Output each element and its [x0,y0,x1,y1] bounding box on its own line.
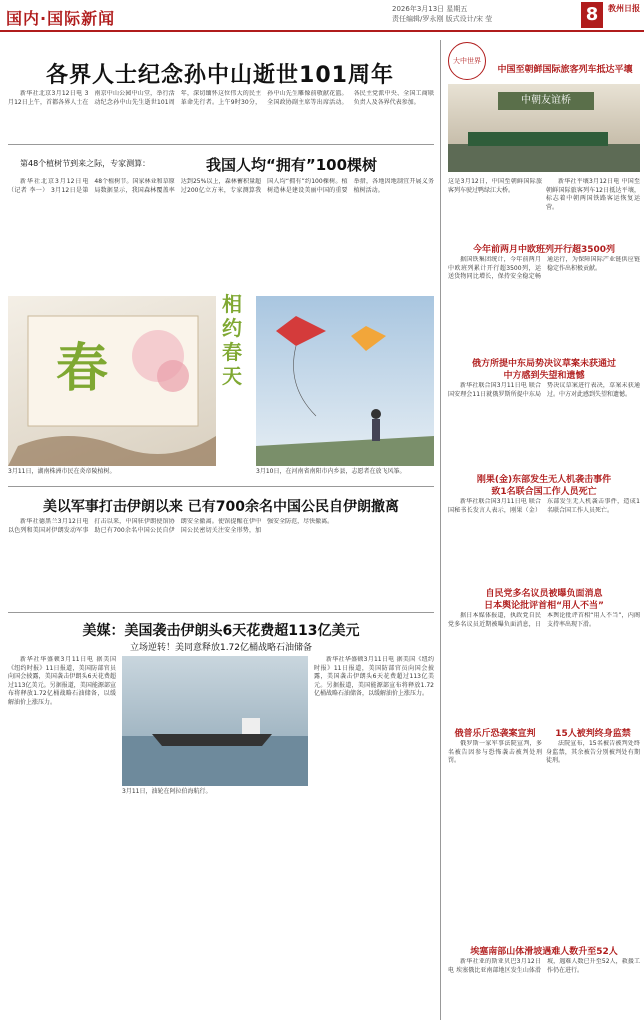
article-body: 新华社北京3月12日电（记者 李一） 3月12日是第48个植树节。国家林业和草原局数据显示，我国森林覆盖率达到25%以上，森林蓄积量超过200亿立方米，专家测算我国人均“拥有”约100棵树。植树造林是建设美丽中国的重要举措，各地因地制宜开展义务植树活动。 [8,178,434,194]
page-number: 8 [581,2,603,28]
photo-kites [256,296,434,466]
article-body: 新华社平壤3月12日电 中国至朝鲜国际旅客列车12日抵达平壤，标志着中朝两国铁路客运恢复运营。 [546,178,640,211]
article-russia [448,382,640,468]
editor-line: 责任编辑/罗永刚 版式设计/宋 莹 [392,15,493,23]
article-body: 新华社德黑兰3月12日电 以色列和美国对伊朗发动军事打击以来，中国驻伊朗使馆协助已有700余名中国公民自伊朗安全撤离。使馆提醒在伊中国公民密切关注安全形势，加强安全防范，尽快撤离。 [8,518,334,534]
kicker-trees: 第48个植树节到来之际，专家测算： [20,159,151,168]
caption-left: 3月11日，湖南株洲市民在炎帝陵植树。 [8,468,116,475]
caption-right: 3月10日，在河南省南阳市内乡县，志愿者在放飞风筝。 [256,468,406,475]
article-russia-trial [448,740,542,940]
article-iran-cost-col1 [8,656,116,1018]
issue-meta [392,4,572,24]
divider [8,612,434,613]
article-trees [8,178,434,288]
page-header [0,0,644,32]
tanker-scene [122,656,308,786]
article-iran-cost-col3 [314,656,434,1018]
article-evacuation [8,518,434,608]
caption-tanker: 3月11日，油轮在阿拉伯海航行。 [122,788,212,795]
headline-railway: 中国至朝鲜国际旅客列车抵达平壤 [497,65,633,75]
article-body: 俄罗斯一家军事法院宣判，多名被告因参与恐怖袭击被判处刑罚。 [448,740,542,765]
column-divider [440,40,441,1020]
headline-evacuation: 美以军事打击伊朗以来 已有700余名中国公民自伊朗撤离 [42,499,400,515]
photo-overlay-title [222,292,250,388]
headline-iran-cost: 美媒：美国袭击伊朗头6天花费超113亿美元 [82,623,360,639]
headline-trees: 我国人均“拥有”100棵树 [206,156,378,174]
headline-landslide: 埃塞南部山体滑坡遇难人数升至52人 [470,947,618,957]
headline-congo: 刚果(金)东部发生无人机袭击事件 [476,475,612,485]
headline-freight: 今年前两月中欧班列开行超3500列 [472,245,616,255]
divider [8,144,434,145]
article-body: 法院宣布，15名被告被判处终身监禁，其余被告分别被判处有期徒刑。 [546,740,640,765]
photo-tanker [122,656,308,786]
article-body: 据国铁集团统计，今年前两月中欧班列累计开行超3500列，运送货物同比增长，保持安全稳定畅通运行，为保障国际产业链供应链稳定作出积极贡献。 [448,256,640,281]
article-body: 新华社北京3月12日电 3月12日上午，首都各界人士在南京中山公园中山堂，举行活动纪念孙中山先生逝世101周年，深切缅怀这位伟大的民主革命先行者。上午9时30分，孙中山先生雕像前敬献花篮。全国政协副主席等出席活动。各民主党派中央、全国工商联负责人及各界代表参加。 [8,90,434,106]
article-freight [448,256,640,352]
subhead-congo: 致1名联合国工作人员死亡 [491,487,597,497]
article-body: 新华社亚的斯亚贝巴3月12日电 埃塞俄比亚南部地区发生山体滑坡，遇难人数已升至52人，救援工作仍在进行。 [448,958,640,974]
article-landslide [448,958,640,1018]
section-title: 国内·国际新闻 [6,9,116,28]
headline-japan: 自民党多名议员被曝负面消息 [485,589,603,599]
article-body: 新华社华盛顿3月11日电 据美国《纽约时报》11日报道，美国防部官员向国会披露，美国袭击伊朗头6天花费超过113亿美元。另据报道，美国能源部宣布将释放1.72亿桶战略石油储备，以缓解油价上涨压力。 [314,656,434,698]
subhead-russia: 中方感到失望和遗憾 [503,371,585,381]
headline-russia-trial: 俄普乐斤恐袭案宣判 [454,729,536,739]
calligraphy-scene [8,296,216,466]
article-life-sentence [546,740,640,940]
article-japan [448,612,640,722]
railway-sign: 中朝友谊桥 [498,92,594,110]
photo-calligraphy [8,296,216,466]
subhead-oil-reserve: 立场逆转！美同意释放1.72亿桶战略石油储备 [129,643,313,653]
article-body: 新华社华盛顿3月11日电 据美国《纽约时报》11日报道，美国防部官员向国会披露，美国袭击伊朗头6天花费超过113亿美元。另据报道，美国能源部宣布将释放1.72亿桶战略石油储备，以缓解油价上涨压力。 [8,656,116,706]
article-sun-yat-sen [8,90,434,140]
overlay-line-1: 相约 [222,292,242,340]
headline-russia: 俄方所提中东局势决议草案未获通过 [471,359,616,369]
column-logo: 大中世界 [448,42,486,80]
newspaper-brand: 教州日报 [608,4,640,13]
divider [8,486,434,487]
headline-sun-yat-sen: 各界人士纪念孙中山逝世101周年 [46,63,394,88]
calligraphy-character: 春 [56,338,109,399]
kite-scene [256,296,434,466]
overlay-line-2: 春天 [222,340,242,388]
article-body: 新华社联合国3月11日电 联合国安理会11日就俄罗斯所提中东局势决议草案进行表决，草案未获通过。中方对此感到失望和遗憾。 [448,382,640,398]
article-congo [448,498,640,582]
headline-life-sentence: 15人被判终身监禁 [555,729,631,739]
article-railway [546,178,640,244]
subhead-japan: 日本舆论批评首相“用人不当” [484,601,604,611]
article-body: 据日本媒体报道，执政党自民党多名议员近期被曝负面消息，日本舆论批评首相“用人不当”，内阁支持率出现下滑。 [448,612,640,628]
caption-railway: 这是3月12日，中国至朝鲜国际旅客列车驶过鸭绿江大桥。 [448,178,542,194]
photo-railway [448,84,640,172]
issue-date: 2026年3月13日 星期五 [392,5,468,13]
article-body: 新华社联合国3月11日电 联合国秘书长发言人表示，刚果（金）东部发生无人机袭击事件，造成1名联合国工作人员死亡。 [448,498,640,514]
